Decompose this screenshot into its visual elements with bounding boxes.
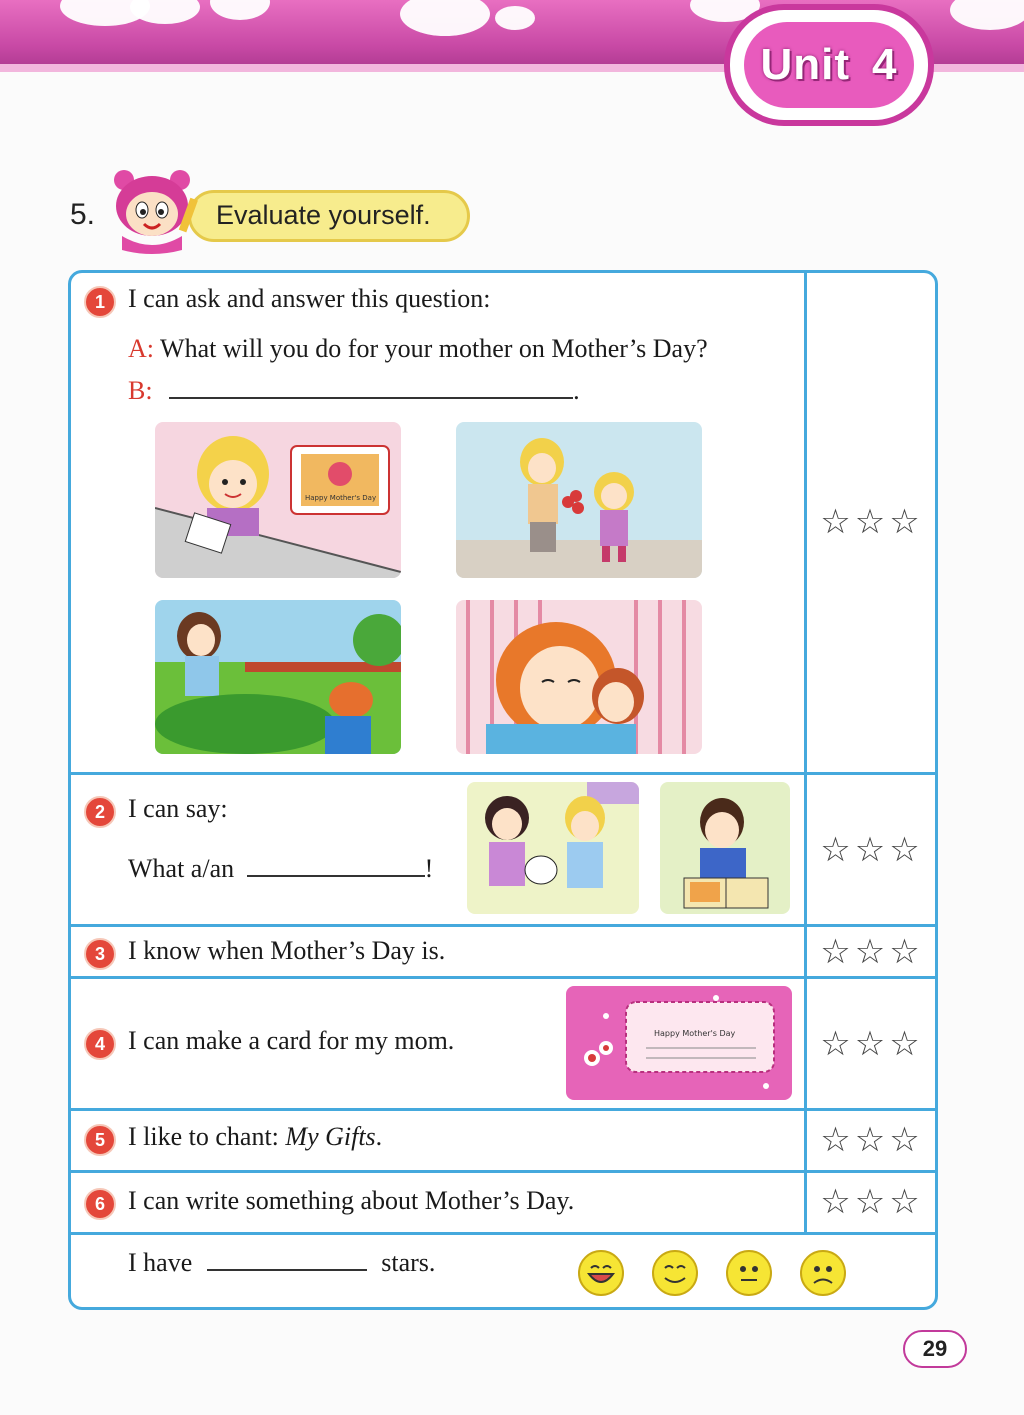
unit-number: 4 — [872, 40, 898, 89]
picture-girls-with-dog — [467, 782, 639, 914]
section-title: Evaluate yourself. — [216, 200, 431, 230]
page-number: 29 — [903, 1330, 967, 1368]
rating-stars[interactable]: ☆☆☆ — [820, 1182, 924, 1222]
table-row-divider — [68, 1232, 938, 1235]
unit-label: Unit — [760, 40, 851, 89]
cloud-decoration — [495, 6, 535, 30]
table-row-divider — [68, 772, 938, 775]
row-number-badge: 3 — [84, 938, 116, 970]
row-number-badge: 2 — [84, 796, 116, 828]
row-6-text: I can write something about Mother’s Day. — [128, 1186, 575, 1215]
row-2-text: I can say: — [128, 794, 228, 823]
question-b-end: . — [573, 376, 580, 405]
prompt-start: What a/an — [128, 854, 235, 883]
summary-start: I have — [128, 1248, 193, 1277]
table-row-divider — [68, 924, 938, 927]
smiling-face-icon[interactable] — [652, 1250, 698, 1296]
row-number-badge: 4 — [84, 1028, 116, 1060]
table-row-divider — [68, 1170, 938, 1173]
prompt-end: ! — [424, 854, 434, 883]
rating-stars[interactable]: ☆☆☆ — [820, 1024, 924, 1064]
row-1-text: I can ask and answer this question: — [128, 284, 491, 313]
pic4-card-text: Happy Mother's Day — [654, 1029, 736, 1038]
chant-title: My Gifts — [285, 1122, 376, 1151]
table-row-divider — [68, 1108, 938, 1111]
section-number: 5. — [70, 198, 96, 231]
row-4-text: I can make a card for my mom. — [128, 1026, 455, 1055]
picture-girl-kissing-mother — [456, 600, 702, 754]
row-3-text: I know when Mother’s Day is. — [128, 936, 446, 965]
pic1-card-text: Happy Mother's Day — [305, 494, 377, 502]
row-5-text-end: . — [375, 1122, 383, 1151]
laughing-face-icon[interactable] — [578, 1250, 624, 1296]
table-row-divider — [68, 976, 938, 979]
picture-mothers-day-card — [566, 986, 792, 1100]
picture-girl-giving-flowers — [456, 422, 702, 578]
question-a-label: A: — [128, 334, 154, 363]
picture-mother-in-park — [155, 600, 401, 754]
row-number-badge: 1 — [84, 286, 116, 318]
neutral-face-icon[interactable] — [726, 1250, 772, 1296]
picture-girl-writing-card — [155, 422, 401, 578]
question-a — [128, 334, 708, 364]
table-divider-vertical — [804, 272, 807, 1232]
picture-boy-with-book — [660, 782, 790, 914]
summary-text — [128, 1248, 435, 1278]
question-b — [128, 376, 580, 406]
row-number-badge: 6 — [84, 1188, 116, 1220]
stars-count-blank[interactable] — [207, 1269, 367, 1271]
say-blank[interactable] — [247, 875, 425, 877]
rating-stars[interactable]: ☆☆☆ — [820, 502, 924, 542]
unit-badge — [724, 4, 934, 126]
mascot-icon — [102, 166, 202, 256]
question-b-label: B: — [128, 376, 153, 405]
question-a-text: What will you do for your mother on Mother’s Day? — [160, 334, 708, 363]
rating-stars[interactable]: ☆☆☆ — [820, 932, 924, 972]
sad-face-icon[interactable] — [800, 1250, 846, 1296]
row-2-prompt — [128, 854, 433, 884]
rating-stars[interactable]: ☆☆☆ — [820, 830, 924, 870]
summary-end: stars. — [381, 1248, 436, 1277]
row-number-badge: 5 — [84, 1124, 116, 1156]
rating-stars[interactable]: ☆☆☆ — [820, 1120, 924, 1160]
row-5-text-start: I like to chant: — [128, 1122, 286, 1151]
row-5-text — [128, 1122, 382, 1152]
answer-blank[interactable] — [169, 397, 573, 399]
